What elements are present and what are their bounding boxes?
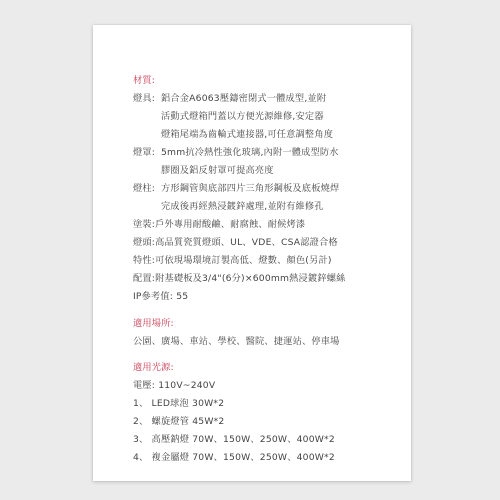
spec-content	[133, 72, 405, 467]
voltage-text: 電壓: 110V~240V	[133, 380, 216, 391]
spec-row-config	[133, 270, 405, 288]
spec-text: 戶外專用耐酸鹼、耐腐蝕、耐候烤漆	[155, 219, 306, 230]
spec-text: 附基礎板及3/4"(6分)×600mm熱浸鍍鋅螺絲	[155, 273, 346, 284]
spec-row-fixture	[133, 90, 405, 108]
spec-row-cover	[133, 144, 405, 162]
material-heading: 材質:	[133, 75, 156, 86]
spec-label: 燈具:	[133, 93, 156, 104]
spec-label: 燈罩:	[133, 147, 156, 158]
spec-text: 膠圈及鋁反射罩可提高亮度	[161, 165, 274, 176]
spec-text: 可依現場環境訂製高低、燈數、顏色(另計)	[155, 255, 332, 266]
spec-label: 塗裝:	[133, 219, 156, 230]
places-text: 公園、廣場、車站、學校、醫院、捷運站、停車場	[133, 336, 340, 347]
spec-row-pole	[133, 180, 405, 198]
light-heading: 適用光源:	[133, 362, 174, 373]
places-heading: 適用場所:	[133, 318, 174, 329]
spec-label: 配置:	[133, 273, 156, 284]
light-source-item: 2、 螺旋燈管 45W*2	[133, 416, 225, 427]
spec-row-feature	[133, 252, 405, 270]
spec-text: 鋁合金A6063壓鑄密閉式一體成型,並附	[161, 93, 327, 104]
spec-text: 5mm抗冷熱性強化玻璃,內附一體成型防水	[161, 147, 339, 158]
light-source-item: 3、 高壓鈉燈 70W、150W、250W、400W*2	[133, 434, 335, 445]
light-source-item: 4、 複金屬燈 70W、150W、250W、400W*2	[133, 452, 335, 463]
light-source-item: 1、 LED球泡 30W*2	[133, 398, 225, 409]
spec-label: 燈柱:	[133, 183, 156, 194]
spec-row-socket	[133, 234, 405, 252]
spec-text: 方形鋼管與底部四片三角形鋼板及底板燒焊	[161, 183, 340, 194]
spec-label: 特性:	[133, 255, 156, 266]
spec-row-coating	[133, 216, 405, 234]
spec-label: 燈頭:	[133, 237, 156, 248]
ip-rating: IP參考值: 55	[133, 291, 189, 302]
spec-sheet	[93, 25, 411, 481]
spec-text: 燈箱尾端為齒輪式連接器,可任意調整角度	[161, 129, 334, 140]
spec-text: 完成後再經熱浸鍍鋅處理,並附有維修孔	[161, 201, 324, 212]
spec-text: 活動式燈箱門蓋以方便光源維修,安定器	[161, 111, 324, 122]
spec-text: 高品質瓷質燈頭、UL、VDE、CSA認證合格	[155, 237, 338, 248]
